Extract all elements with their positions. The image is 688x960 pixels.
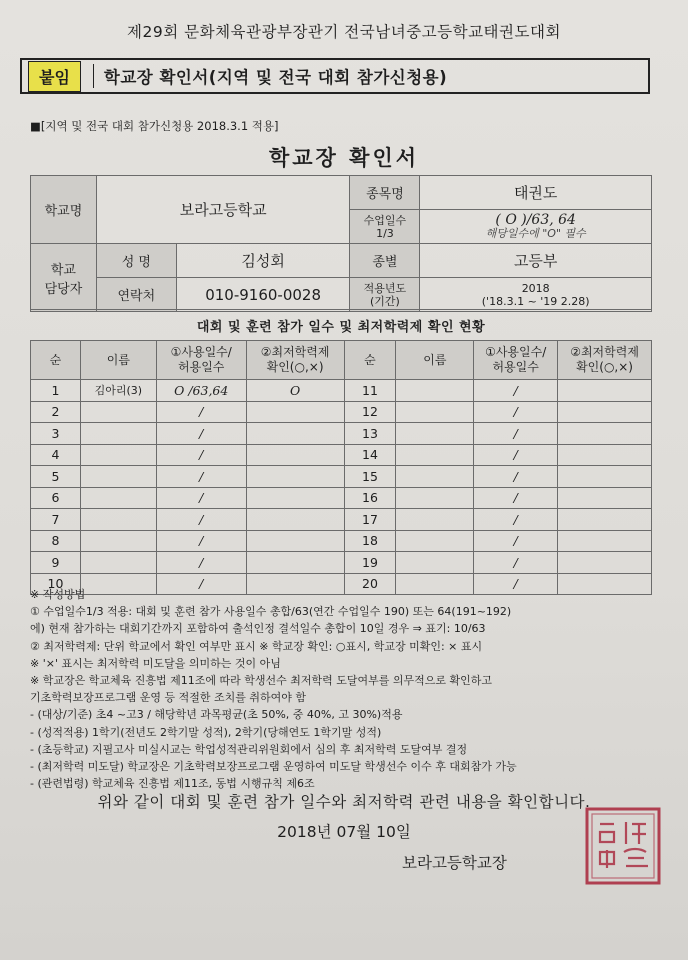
- note-line: - (초등학교) 지필고사 미실시교는 학업성적관리위원회에서 심의 후 최저학력 도달여부 결정: [30, 742, 468, 756]
- cell-check: [246, 509, 344, 531]
- cell-name: [80, 444, 156, 466]
- cell-days: /: [474, 552, 558, 574]
- official-seal-stamp: [584, 806, 662, 886]
- division-value: 고등부: [420, 244, 652, 278]
- cell-days: /: [474, 573, 558, 595]
- year-label: 적용년도 (기간): [350, 278, 420, 312]
- cell-name: [396, 530, 474, 552]
- cell-days: /: [156, 401, 246, 423]
- division-label: 종별: [350, 244, 420, 278]
- col-name-header: 이름: [80, 341, 156, 380]
- cell-days: /: [156, 487, 246, 509]
- note-line: ※ 학교장은 학교체육 진흥법 제11조에 따라 학생선수 최저학력 도달여부를 의무적으로 확인하고: [30, 674, 492, 688]
- cell-name: [396, 444, 474, 466]
- note-line: - (최저학력 미도달) 학교장은 기초학력보장프로그램 운영하여 미도달 학생선수 이수 후 대회참가 가능: [30, 760, 517, 774]
- cell-check: [558, 487, 652, 509]
- table-row: [31, 444, 652, 466]
- cell-name: [80, 552, 156, 574]
- cell-no: 11: [344, 380, 396, 402]
- cell-days: O /63,64: [156, 380, 246, 402]
- cell-days: /: [156, 530, 246, 552]
- cell-name: [80, 530, 156, 552]
- info-table: [30, 175, 652, 312]
- note-line: - (성적적용) 1학기(전년도 2학기말 성적), 2학기(당해연도 1학기말 성적): [30, 725, 382, 739]
- cell-name: [396, 423, 474, 445]
- cell-days: /: [156, 423, 246, 445]
- cell-days: /: [156, 466, 246, 488]
- cell-no: 14: [344, 444, 396, 466]
- cell-check: [246, 444, 344, 466]
- col-check-header: ②최저학력제 확인(○,×): [246, 341, 344, 380]
- cell-check: [558, 552, 652, 574]
- cell-days: /: [156, 509, 246, 531]
- cell-name: [80, 423, 156, 445]
- note-line: ① 수업일수1/3 적용: 대회 및 훈련 참가 사용일수 총합/63(연간 수업일수 190) 또는 64(191~192): [30, 605, 512, 619]
- cell-name: [396, 509, 474, 531]
- cell-no: 10: [31, 573, 81, 595]
- cell-days: /: [474, 380, 558, 402]
- cell-no: 16: [344, 487, 396, 509]
- cell-check: [558, 530, 652, 552]
- cell-days: /: [156, 573, 246, 595]
- note-line: ※ '×' 표시는 최저학력 미도달을 의미하는 것이 아님: [30, 656, 281, 670]
- cell-check: [558, 509, 652, 531]
- cell-name: [396, 380, 474, 402]
- cell-check: [246, 423, 344, 445]
- cell-no: 9: [31, 552, 81, 574]
- cell-no: 18: [344, 530, 396, 552]
- table-body: [31, 380, 652, 595]
- document-title: 학교장 확인서(지역 및 전국 대회 참가신청용): [93, 64, 640, 88]
- cell-days: /: [156, 444, 246, 466]
- confirmation-statement: 위와 같이 대회 및 훈련 참가 일수와 최저학력 관련 내용을 확인합니다.: [97, 793, 591, 811]
- cell-no: 19: [344, 552, 396, 574]
- note-line: ※ 작성방법: [30, 588, 86, 601]
- cell-no: 6: [31, 487, 81, 509]
- cell-name: [396, 487, 474, 509]
- table-row: [31, 401, 652, 423]
- writing-guide-notes: [30, 586, 660, 792]
- cell-name: 김아리(3): [80, 380, 156, 402]
- cell-days: /: [474, 487, 558, 509]
- cell-check: [246, 530, 344, 552]
- note-line: - (관련법령) 학교체육 진흥법 제11조, 동법 시행규칙 제6조: [30, 777, 315, 791]
- cell-no: 8: [31, 530, 81, 552]
- cell-no: 5: [31, 466, 81, 488]
- cell-name: [80, 487, 156, 509]
- cell-check: [246, 487, 344, 509]
- event-title: 제29회 문화체육관광부장관기 전국남녀중고등학교태권도대회: [127, 23, 561, 41]
- cell-check: [246, 466, 344, 488]
- principal-signature-name: 보라고등학교장: [402, 854, 507, 872]
- cell-days: /: [156, 552, 246, 574]
- table-row: [31, 380, 652, 402]
- cell-name: [80, 401, 156, 423]
- cell-no: 4: [31, 444, 81, 466]
- cell-no: 13: [344, 423, 396, 445]
- col-check-header: ②최저학력제 확인(○,×): [558, 341, 652, 380]
- attachment-tag: 붙임: [28, 61, 81, 92]
- cell-name: [80, 466, 156, 488]
- school-label: 학교명: [31, 176, 97, 244]
- sport-label: 종목명: [350, 176, 420, 210]
- cell-check: [558, 444, 652, 466]
- table-row: [31, 552, 652, 574]
- note-line: 기초학력보장프로그램 운영 등 적절한 조치를 취하여야 함: [30, 691, 307, 705]
- table-row: [31, 509, 652, 531]
- issue-date: 2018년 07월 10일: [277, 823, 411, 841]
- table-row: [31, 423, 652, 445]
- table-row: [31, 530, 652, 552]
- manager-label: 학교 담당자: [31, 244, 97, 312]
- cell-name: [80, 509, 156, 531]
- cell-days: /: [474, 509, 558, 531]
- cell-no: 2: [31, 401, 81, 423]
- col-days-header: ①사용일수/ 허용일수: [156, 341, 246, 380]
- document-header-box: [20, 58, 650, 94]
- cell-name: [396, 552, 474, 574]
- col-no-header: 순: [344, 341, 396, 380]
- table-row: [31, 487, 652, 509]
- name-value: 김성회: [176, 244, 350, 278]
- cell-name: [396, 466, 474, 488]
- table-row: [31, 466, 652, 488]
- cell-no: 1: [31, 380, 81, 402]
- cell-check: O: [246, 380, 344, 402]
- form-note: ■[지역 및 전국 대회 참가신청용 2018.3.1 적용]: [30, 119, 279, 133]
- cell-days: /: [474, 401, 558, 423]
- school-value: 보라고등학교: [96, 176, 350, 244]
- cell-no: 15: [344, 466, 396, 488]
- cell-name: [396, 401, 474, 423]
- table-caption: 대회 및 훈련 참가 일수 및 최저학력제 확인 현황: [31, 310, 652, 341]
- cell-days: /: [474, 530, 558, 552]
- class-days-value: ( O )/63, 64 해당일수에 "O" 필수: [420, 210, 652, 244]
- sport-value: 태권도: [420, 176, 652, 210]
- cell-days: /: [474, 466, 558, 488]
- cell-check: [558, 466, 652, 488]
- contact-label: 연락처: [96, 278, 176, 312]
- cell-check: [246, 552, 344, 574]
- col-name-header: 이름: [396, 341, 474, 380]
- main-title: 학교장 확인서: [268, 146, 420, 170]
- cell-check: [246, 401, 344, 423]
- year-value: 2018 ('18.3.1 ~ '19 2.28): [420, 278, 652, 312]
- cell-check: [558, 380, 652, 402]
- col-days-header: ①사용일수/ 허용일수: [474, 341, 558, 380]
- cell-no: 7: [31, 509, 81, 531]
- class-days-label: 수업일수 1/3: [350, 210, 420, 244]
- participation-table: [30, 309, 652, 595]
- cell-no: 17: [344, 509, 396, 531]
- cell-days: /: [474, 444, 558, 466]
- cell-no: 3: [31, 423, 81, 445]
- cell-no: 12: [344, 401, 396, 423]
- col-no-header: 순: [31, 341, 81, 380]
- name-label: 성 명: [96, 244, 176, 278]
- note-line: ② 최저학력제: 단위 학교에서 확인 여부만 표시 ※ 학교장 확인: ○표시, 학교장 미확인: × 표시: [30, 639, 483, 653]
- note-line: 에) 현재 참가하는 대회기간까지 포함하여 출석인정 결석일수 총합이 10일 경우 ⇒ 표기: 10/63: [30, 622, 486, 636]
- cell-no: 20: [344, 573, 396, 595]
- contact-value: 010-9160-0028: [176, 278, 350, 312]
- cell-check: [558, 401, 652, 423]
- cell-days: /: [474, 423, 558, 445]
- note-line: - (대상/기준) 초4 ~고3 / 해당학년 과목평균(초 50%, 중 40%, 고 30%)적용: [30, 708, 403, 722]
- cell-check: [558, 423, 652, 445]
